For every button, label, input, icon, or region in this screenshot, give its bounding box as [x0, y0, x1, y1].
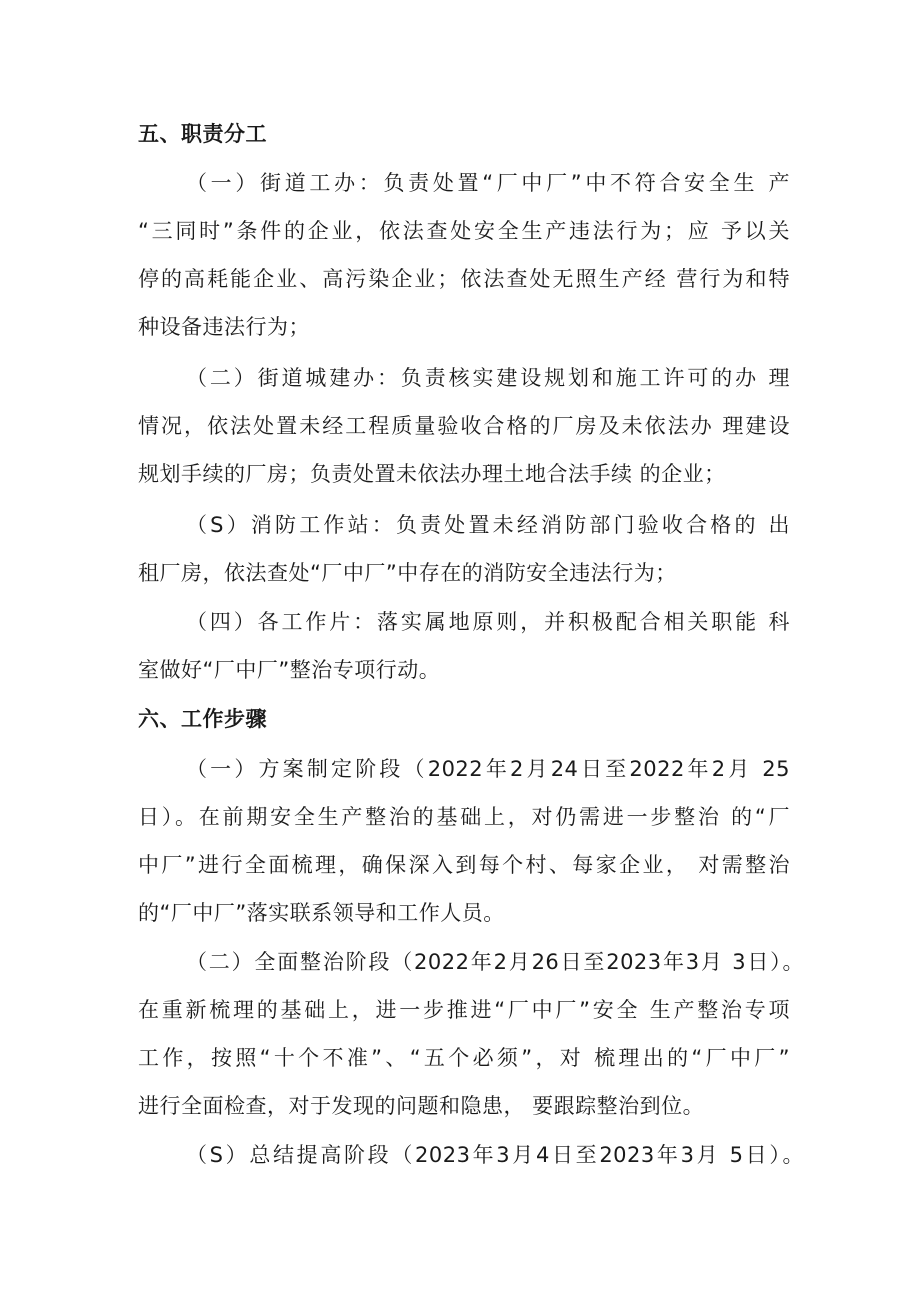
paragraph-line: （S）消防工作站：负责处置未经消防部门验收合格的 出: [186, 513, 790, 537]
paragraph-line: 工作，按照“十个不准”、“五个必须”，对 梳理出的“厂中厂”: [138, 1046, 790, 1070]
paragraph-line: “三同时”条件的企业，依法查处安全生产违法行为；应 予以关: [138, 219, 790, 243]
section-heading: 五、职责分工: [138, 122, 267, 146]
paragraph-line: （四）各工作片：落实属地原则，并积极配合相关职能 科: [186, 610, 790, 634]
paragraph-line: （S）总结提高阶段（2023年3月4日至2023年3月 5日）。: [186, 1143, 804, 1167]
paragraph-line: 种设备违法行为；: [138, 315, 310, 339]
paragraph-line: （二）全面整治阶段（2022年2月26日至2023年3月 3日）。: [186, 950, 804, 974]
paragraph-line: 租厂房，依法查处“厂中厂”中存在的消防安全违法行为；: [138, 561, 677, 585]
paragraph-line: 停的高耗能企业、高污染企业；依法查处无照生产经 营行为和特: [138, 267, 790, 291]
paragraph-line: （一）方案制定阶段（2022年2月24日至2022年2月 25: [186, 757, 790, 781]
paragraph-line: （一）街道工办：负责处置“厂中厂”中不符合安全生 产: [186, 171, 790, 195]
paragraph-line: 情况，依法处置未经工程质量验收合格的厂房及未依法办 理建设: [138, 414, 790, 438]
paragraph-line: 中厂”进行全面梳理，确保深入到每个村、每家企业， 对需整治: [138, 853, 790, 877]
paragraph-line: 日）。在前期安全生产整治的基础上，对仍需进一步整治 的“厂: [138, 805, 790, 829]
section-heading: 六、工作步骤: [138, 707, 267, 731]
paragraph-line: 规划手续的厂房；负责处置未依法办理土地合法手续 的企业；: [138, 462, 726, 486]
paragraph-line: 进行全面检查，对于发现的问题和隐患， 要跟踪整治到位。: [138, 1094, 705, 1118]
paragraph-line: 在重新梳理的基础上，进一步推进“厂中厂”安全 生产整治专项: [138, 998, 790, 1022]
paragraph-line: 室做好“厂中厂”整治专项行动。: [138, 658, 441, 682]
paragraph-line: 的“厂中厂”落实联系领导和工作人员。: [138, 901, 505, 925]
paragraph-line: （二）街道城建办：负责核实建设规划和施工许可的办 理: [186, 366, 790, 390]
